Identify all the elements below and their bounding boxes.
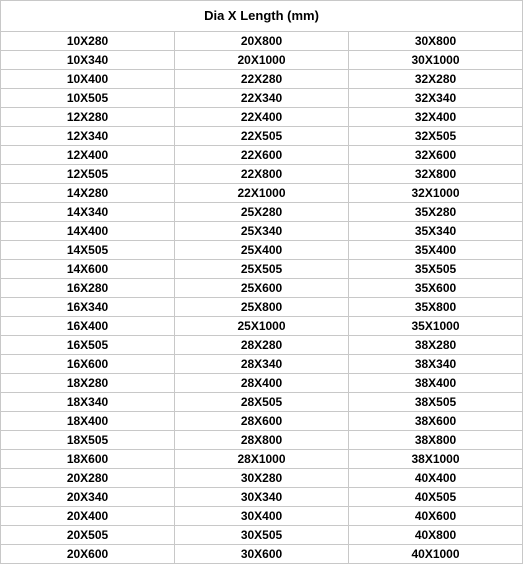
table-cell: 12X280 xyxy=(1,108,175,127)
table-cell: 38X800 xyxy=(349,431,523,450)
table-cell: 14X400 xyxy=(1,222,175,241)
table-cell: 38X340 xyxy=(349,355,523,374)
table-row xyxy=(1,260,523,279)
table-cell: 28X1000 xyxy=(175,450,349,469)
table-row xyxy=(1,336,523,355)
table-cell: 35X340 xyxy=(349,222,523,241)
table-cell: 40X800 xyxy=(349,526,523,545)
table-row xyxy=(1,298,523,317)
table-cell: 30X340 xyxy=(175,488,349,507)
table-row xyxy=(1,393,523,412)
table-cell: 30X800 xyxy=(349,32,523,51)
table-cell: 35X505 xyxy=(349,260,523,279)
table-cell: 18X600 xyxy=(1,450,175,469)
table-cell: 20X400 xyxy=(1,507,175,526)
table-cell: 28X400 xyxy=(175,374,349,393)
table-cell: 16X505 xyxy=(1,336,175,355)
table-cell: 25X600 xyxy=(175,279,349,298)
table-row xyxy=(1,545,523,564)
table-row xyxy=(1,526,523,545)
table-cell: 20X505 xyxy=(1,526,175,545)
table-cell: 38X1000 xyxy=(349,450,523,469)
table-row xyxy=(1,279,523,298)
table-cell: 18X400 xyxy=(1,412,175,431)
table-cell: 30X1000 xyxy=(349,51,523,70)
table-cell: 10X400 xyxy=(1,70,175,89)
table-cell: 18X505 xyxy=(1,431,175,450)
table-cell: 25X280 xyxy=(175,203,349,222)
table-cell: 22X505 xyxy=(175,127,349,146)
table-row xyxy=(1,469,523,488)
table-row xyxy=(1,165,523,184)
table-cell: 14X505 xyxy=(1,241,175,260)
table-cell: 20X280 xyxy=(1,469,175,488)
table-cell: 12X340 xyxy=(1,127,175,146)
table-row xyxy=(1,450,523,469)
table-cell: 22X1000 xyxy=(175,184,349,203)
table-cell: 10X280 xyxy=(1,32,175,51)
table-cell: 32X400 xyxy=(349,108,523,127)
table-cell: 25X1000 xyxy=(175,317,349,336)
table-cell: 12X505 xyxy=(1,165,175,184)
table-cell: 22X400 xyxy=(175,108,349,127)
table-cell: 32X340 xyxy=(349,89,523,108)
table-body xyxy=(1,32,523,564)
table-row xyxy=(1,488,523,507)
table-cell: 38X280 xyxy=(349,336,523,355)
table-cell: 35X1000 xyxy=(349,317,523,336)
table-cell: 25X800 xyxy=(175,298,349,317)
table-row xyxy=(1,431,523,450)
table-cell: 10X340 xyxy=(1,51,175,70)
table-cell: 16X600 xyxy=(1,355,175,374)
table-cell: 40X400 xyxy=(349,469,523,488)
table-cell: 12X400 xyxy=(1,146,175,165)
table-cell: 38X400 xyxy=(349,374,523,393)
table-cell: 14X600 xyxy=(1,260,175,279)
table-cell: 40X505 xyxy=(349,488,523,507)
table-cell: 22X600 xyxy=(175,146,349,165)
table-cell: 18X340 xyxy=(1,393,175,412)
table-cell: 25X340 xyxy=(175,222,349,241)
table-row xyxy=(1,32,523,51)
table-row xyxy=(1,203,523,222)
table-row xyxy=(1,108,523,127)
table-cell: 35X400 xyxy=(349,241,523,260)
table-cell: 38X600 xyxy=(349,412,523,431)
table-cell: 32X800 xyxy=(349,165,523,184)
table-cell: 38X505 xyxy=(349,393,523,412)
table-cell: 16X400 xyxy=(1,317,175,336)
table-cell: 32X600 xyxy=(349,146,523,165)
table-cell: 35X600 xyxy=(349,279,523,298)
table-cell: 16X340 xyxy=(1,298,175,317)
table-cell: 16X280 xyxy=(1,279,175,298)
table-cell: 35X280 xyxy=(349,203,523,222)
table-cell: 32X1000 xyxy=(349,184,523,203)
table-cell: 14X280 xyxy=(1,184,175,203)
table-header-row xyxy=(1,1,523,32)
table-cell: 28X340 xyxy=(175,355,349,374)
table-row xyxy=(1,146,523,165)
table-cell: 30X400 xyxy=(175,507,349,526)
table-cell: 28X800 xyxy=(175,431,349,450)
table-cell: 30X280 xyxy=(175,469,349,488)
table-cell: 30X505 xyxy=(175,526,349,545)
table-row xyxy=(1,89,523,108)
table-title: Dia X Length (mm) xyxy=(1,1,523,32)
table-row xyxy=(1,51,523,70)
table-row xyxy=(1,507,523,526)
table-cell: 20X340 xyxy=(1,488,175,507)
table-row xyxy=(1,184,523,203)
table-cell: 28X280 xyxy=(175,336,349,355)
table-cell: 35X800 xyxy=(349,298,523,317)
table-row xyxy=(1,222,523,241)
table-row xyxy=(1,241,523,260)
table-cell: 40X1000 xyxy=(349,545,523,564)
table-cell: 22X800 xyxy=(175,165,349,184)
table-row xyxy=(1,374,523,393)
table-cell: 20X800 xyxy=(175,32,349,51)
table-cell: 32X280 xyxy=(349,70,523,89)
table-cell: 18X280 xyxy=(1,374,175,393)
table-cell: 20X600 xyxy=(1,545,175,564)
table-cell: 14X340 xyxy=(1,203,175,222)
table-cell: 28X505 xyxy=(175,393,349,412)
table-row xyxy=(1,317,523,336)
table-cell: 32X505 xyxy=(349,127,523,146)
table-row xyxy=(1,412,523,431)
table-cell: 30X600 xyxy=(175,545,349,564)
table-cell: 10X505 xyxy=(1,89,175,108)
table-cell: 40X600 xyxy=(349,507,523,526)
table-cell: 25X505 xyxy=(175,260,349,279)
table-cell: 22X340 xyxy=(175,89,349,108)
table-cell: 28X600 xyxy=(175,412,349,431)
table-cell: 22X280 xyxy=(175,70,349,89)
table-row xyxy=(1,355,523,374)
table-cell: 20X1000 xyxy=(175,51,349,70)
table-row xyxy=(1,127,523,146)
table-cell: 25X400 xyxy=(175,241,349,260)
table-row xyxy=(1,70,523,89)
